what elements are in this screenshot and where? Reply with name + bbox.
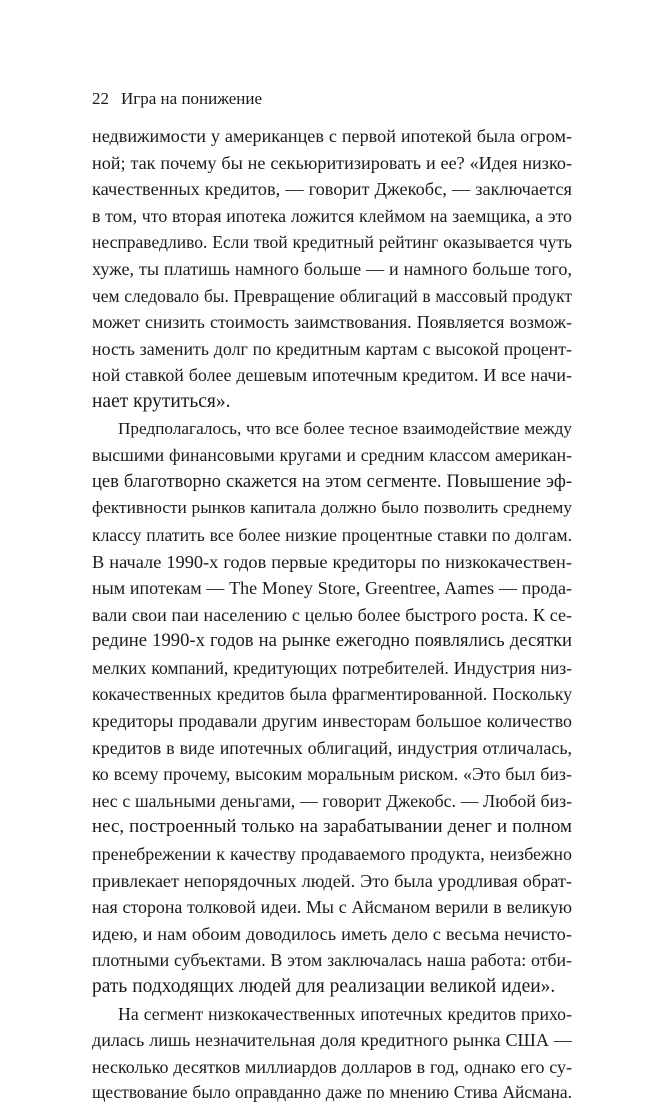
text-line: пренебрежении к качеству продаваемого продукта, неизбежно	[92, 844, 572, 865]
text-line: нает крутиться».	[92, 390, 231, 412]
text-line: может снизить стоимость заимствования. Появляется возмож-	[92, 312, 572, 333]
text-line: классу платить все более низкие процентные ставки по долгам.	[92, 524, 572, 545]
text-line: фективности рынков капитала должно было позволить среднему	[92, 498, 572, 518]
text-line: Предполагалось, что все более тесное взаимодействие между	[118, 418, 572, 438]
text-line: ной; так почему бы не секьюритизировать и ее? «Идея низко-	[92, 152, 572, 173]
text-line: дилась лишь незначительная доля кредитного рынка США —	[92, 1030, 572, 1051]
text-line: чем следовало бы. Превращение облигаций в массовый продукт	[92, 285, 572, 306]
text-line: На сегмент низкокачественных ипотечных кредитов прихо-	[118, 1003, 572, 1024]
text-line: вали свои паи населению с целью более быстрого роста. К се-	[92, 604, 572, 625]
body-text	[92, 123, 572, 1107]
text-line: кредиторы продавали другим инвесторам большое количество	[92, 711, 572, 732]
page-number: 22	[92, 89, 109, 108]
paragraph	[92, 1001, 572, 1107]
paragraph-continuation	[92, 123, 572, 416]
text-line: В начале 1990-х годов первые кредиторы по низкокачествен-	[92, 551, 572, 572]
text-line: высшими финансовыми кругами и средним классом американ-	[92, 445, 572, 466]
text-line: хуже, ты платишь намного больше — и намного больше того,	[92, 258, 572, 279]
text-line: кокачественных кредитов была фрагментированной. Поскольку	[92, 684, 572, 705]
text-line: ность заменить долг по кредитным картам с высокой процент-	[92, 338, 572, 359]
text-line: привлекает непорядочных людей. Это была уродливая обрат-	[92, 870, 572, 891]
text-line: недвижимости у американцев с первой ипотекой была огром-	[92, 126, 572, 146]
text-line: ко всему прочему, высоким моральным риском. «Это был биз-	[92, 764, 572, 785]
text-line: редине 1990-х годов на рынке ежегодно появлялись десятки	[92, 630, 572, 652]
text-line: рать подходящих людей для реализации великой идеи».	[92, 976, 556, 997]
text-line: ным ипотекам — The Money Store, Greentree, Aames — прода-	[92, 578, 572, 599]
text-line: ная сторона толковой идеи. Мы с Айсманом верили в великую	[92, 897, 572, 918]
text-line: в том, что вторая ипотека ложится клеймом на заемщика, а это	[92, 205, 572, 226]
running-head-title: Игра на понижение	[121, 89, 263, 108]
paragraph	[92, 416, 572, 1001]
text-line: нес с шальными деньгами, — говорит Джекобс. — Любой биз-	[92, 790, 572, 811]
text-line: идею, и нам обоим доводилось иметь дело с весьма нечисто-	[92, 923, 572, 944]
text-line: ной ставкой более дешевым ипотечным кредитом. И все начи-	[92, 365, 572, 386]
text-line: несколько десятков миллиардов долларов в год, однако его су-	[92, 1056, 572, 1077]
text-line: ществование было оправданно даже по мнению Стива Айсмана.	[92, 1083, 572, 1103]
text-line: качественных кредитов, — говорит Джекобс, — заключается	[92, 179, 572, 200]
text-line: мелких компаний, кредитующих потребителей. Индустрия низ-	[92, 657, 572, 678]
running-head	[92, 88, 262, 110]
text-line: цев благотворно скажется на этом сегменте. Повышение эф-	[92, 470, 572, 492]
text-line: несправедливо. Если твой кредитный рейтинг оказывается чуть	[92, 232, 572, 253]
text-line: кредитов в виде ипотечных облигаций, индустрия отличалась,	[92, 737, 572, 758]
text-line: нес, построенный только на зарабатывании денег и полном	[92, 816, 572, 838]
text-line: плотными субъектами. В этом заключалась наша работа: отби-	[92, 950, 572, 971]
